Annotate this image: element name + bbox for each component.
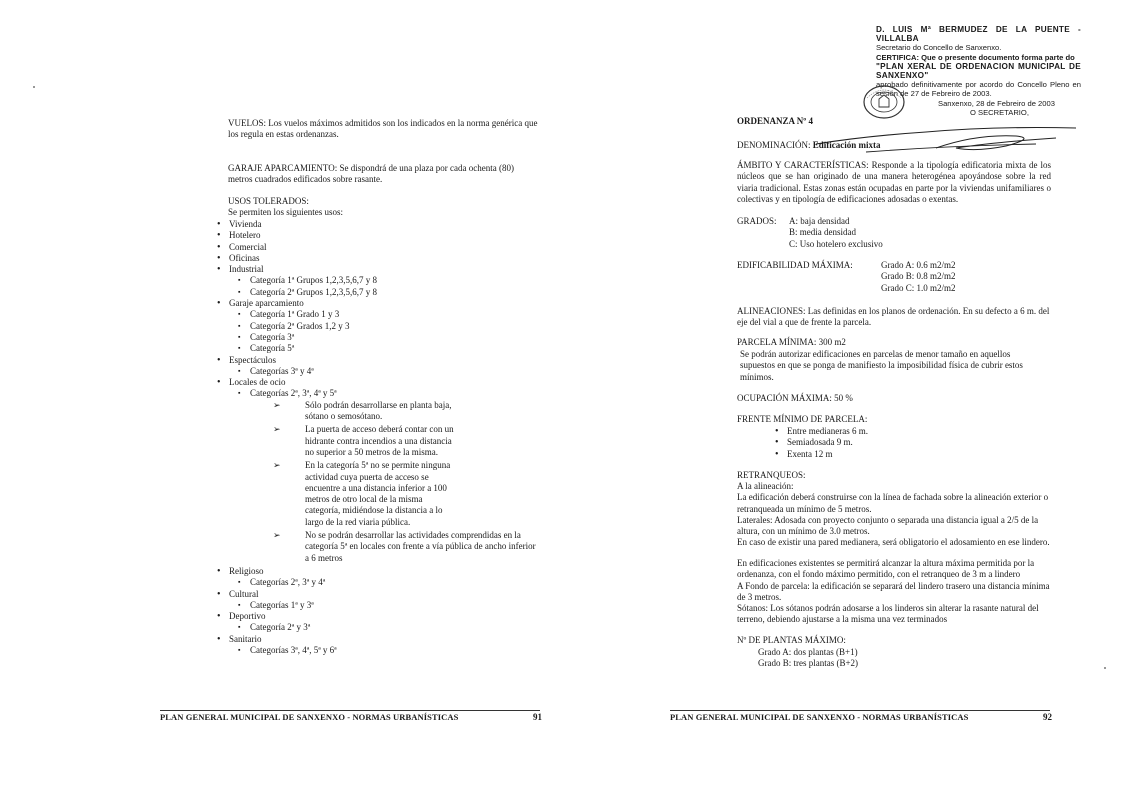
- list-item: • Oficinas: [217, 253, 547, 264]
- list-subitem: ▪ Categorías 2ª, 3ª, 4ª y 5ª: [217, 388, 547, 399]
- page-number: 92: [1043, 712, 1052, 722]
- usos-title: USOS TOLERADOS:: [228, 196, 309, 206]
- page-number: 91: [533, 712, 542, 722]
- list-item: • Deportivo: [217, 611, 547, 622]
- ambito-paragraph: ÁMBITO Y CARACTERÍSTICAS: Responde a la tipología edificatoria mixta de los núcleos que se han originado de una manera heterogénea apoyándose sobre la red viaria tradicional. Estas zonas están ocupadas en parte por la viviendas unifamiliares o colectivas y en tipología de edificaciones adosadas o exentas.: [737, 160, 1051, 204]
- list-item: • Locales de ocio: [217, 377, 547, 388]
- grado-item: C: Uso hotelero exclusivo: [789, 238, 883, 249]
- certification-signer: O SECRETARIO,: [970, 107, 1029, 117]
- existentes-block: [737, 558, 1051, 626]
- list-subitem: ▪ Categorías 1ª y 3ª: [217, 600, 547, 611]
- list-item: • Cultural: [217, 589, 547, 600]
- planta-item: Grado B: tres plantas (B+2): [758, 658, 859, 669]
- list-item: • Industrial: [217, 264, 547, 275]
- list-item: • Garaje aparcamiento: [217, 298, 547, 309]
- denominacion-label: DENOMINACIÓN:: [737, 140, 811, 150]
- usos-section: [228, 196, 548, 219]
- parcela-paragraph: Se podrán autorizar edificaciones en parcelas de menor tamaño en aquellos supuestos en que se ponga de manifiesto la imposibilidad física de cubrir estos mínimos.: [740, 349, 1023, 382]
- grado-item: A: baja densidad: [789, 216, 850, 226]
- list-item: • Vivienda: [217, 219, 547, 230]
- arrow-item: ➢ Sólo podrán desarrollarse en planta baja, sótano o semosótano.: [217, 400, 455, 423]
- denominacion: [737, 140, 881, 151]
- arrow-item: ➢ No se podrán desarrollar las actividades comprendidas en la categoría 5ª en locales con frente a vía pública de ancho inferior a 6 metros: [217, 530, 541, 564]
- certification-text: CERTIFICA: Que o presente documento forma parte do: [876, 52, 1075, 62]
- list-item: • Semiadosada 9 m.: [737, 437, 937, 448]
- list-subitem: ▪ Categoría 1ª Grado 1 y 3: [217, 309, 547, 320]
- list-subitem: ▪ Categoría 5ª: [217, 343, 547, 354]
- grados-label: GRADOS:: [737, 216, 777, 226]
- edificabilidad-item: Grado C: 1.0 m2/m2: [881, 282, 956, 293]
- certification-approval: aprobado definitivamente por acordo do Concello Pleno en sesión de 27 de Febreiro de 2003.: [876, 80, 1081, 99]
- right-page: [566, 0, 1131, 800]
- plantas-title: Nº DE PLANTAS MÁXIMO:: [737, 635, 846, 645]
- page-footer: PLAN GENERAL MUNICIPAL DE SANXENXO - NORMAS URBANÍSTICAS: [670, 712, 969, 722]
- certification-date: Sanxenxo, 28 de Febreiro de 2003: [938, 98, 1055, 108]
- list-subitem: ▪ Categorías 3ª, 4ª, 5ª y 6ª: [217, 645, 547, 656]
- scan-speck: [1104, 667, 1106, 669]
- retranqueos-title: RETRANQUEOS:: [737, 470, 806, 480]
- footer-rule: [670, 710, 1050, 711]
- plantas-list: [758, 647, 858, 670]
- page-footer: PLAN GENERAL MUNICIPAL DE SANXENXO - NORMAS URBANÍSTICAS: [160, 712, 459, 722]
- list-item: • Hotelero: [217, 230, 547, 241]
- list-subitem: ▪ Categoría 2ª Grados 1,2 y 3: [217, 321, 547, 332]
- list-subitem: ▪ Categorías 3ª y 4ª: [217, 366, 547, 377]
- certifier-role: Secretario do Concello de Sanxenxo.: [876, 43, 1002, 53]
- retranqueo-line: Laterales: Adosada con proyecto conjunto o separada una distancia igual a 2/5 de la altura, con un mínimo de 3.0 metros.: [737, 514, 1039, 537]
- edificabilidad-item: Grado A: 0.6 m2/m2: [881, 260, 956, 270]
- ocupacion: OCUPACIÓN MÁXIMA: 50 %: [737, 393, 853, 403]
- retranqueos-block: [737, 481, 1051, 549]
- existentes-line: Sótanos: Los sótanos podrán adosarse a los linderos sin alterar la rasante natural del terreno, debiendo ajustarse a la misma una vez terminados: [737, 603, 1039, 625]
- list-subitem: ▪ Categoría 3ª: [217, 332, 547, 343]
- certifier-name: D. LUIS Mª BERMUDEZ DE LA PUENTE - VILLALBA: [876, 25, 1081, 44]
- ordenanza-title: ORDENANZA Nº 4: [737, 116, 813, 126]
- existentes-line: En edificaciones existentes se permitirá alcanzar la altura máxima permitida por la ordenanza, con el fondo máximo permitido, con el retranqueo de 3 m a lindero: [737, 558, 1035, 580]
- garaje-paragraph: GARAJE APARCAMIENTO: Se dispondrá de una plaza por cada ochenta (80) metros cuadrados edificados sobre rasante.: [228, 163, 514, 185]
- list-item: • Entre medianeras 6 m.: [737, 426, 937, 437]
- list-subitem: ▪ Categoría 2ª y 3ª: [217, 622, 547, 633]
- retranqueo-line: La edificación deberá construirse con la línea de fachada sobre la alineación exterior o retranqueada un mínimo de 5 metros.: [737, 492, 1049, 514]
- list-item: • Religioso: [217, 566, 547, 577]
- scan-speck: [33, 86, 35, 88]
- list-item: • Sanitario: [217, 634, 547, 645]
- list-subitem: ▪ Categoría 2ª Grupos 1,2,3,5,6,7 y 8: [217, 287, 547, 298]
- usos-intro: Se permiten los siguientes usos:: [228, 207, 343, 218]
- grados-list: [789, 216, 883, 250]
- parcela-title: PARCELA MÍNIMA: 300 m2: [737, 337, 846, 347]
- denominacion-value: Edificación mixta: [812, 140, 881, 150]
- planta-item: Grado A: dos plantas (B+1): [758, 647, 858, 657]
- frente-title: FRENTE MÍNIMO DE PARCELA:: [737, 414, 868, 424]
- retranqueo-line: En caso de existir una pared medianera, será obligatorio el adosamiento en ese lindero.: [737, 537, 1050, 548]
- list-item: • Comercial: [217, 242, 547, 253]
- list-item: • Exenta 12 m: [737, 449, 937, 460]
- existentes-line: A Fondo de parcela: la edificación se separará del lindero trasero una distancia mínima de 3 metros.: [737, 580, 1050, 602]
- grado-item: B: media densidad: [789, 227, 856, 238]
- arrow-item: ➢ En la categoría 5ª no se permite ninguna actividad cuya puerta de acceso se encuentre a una distancia inferior a 100 metros de otro local de la misma categoría, midiéndose la distancia a lo largo de la red viaria pública.: [217, 460, 455, 528]
- alineaciones-paragraph: ALINEACIONES: Las definidas en los planos de ordenación. En su defecto a 6 m. del eje del vial a que de frente la parcela.: [737, 306, 1050, 328]
- edificabilidad-label: EDIFICABILIDAD MÁXIMA:: [737, 260, 853, 270]
- left-page: [0, 0, 560, 800]
- frente-list: [737, 426, 937, 460]
- list-item: • Espectáculos: [217, 355, 547, 366]
- vuelos-paragraph: VUELOS: Los vuelos máximos admitidos son los indicados en la norma genérica que los regula en estas ordenanzas.: [228, 118, 538, 140]
- edificabilidad-list: [881, 260, 956, 294]
- uses-list: [217, 219, 547, 656]
- retranqueo-line: A la alineación:: [737, 481, 794, 491]
- footer-rule: [160, 710, 540, 711]
- arrow-item: ➢ La puerta de acceso deberá contar con un hidrante contra incendios a una distancia no superior a 50 metros de la misma.: [217, 424, 455, 458]
- list-subitem: ▪ Categorías 2ª, 3ª y 4ª: [217, 577, 547, 588]
- list-subitem: ▪ Categoría 1ª Grupos 1,2,3,5,6,7 y 8: [217, 275, 547, 286]
- edificabilidad-item: Grado B: 0.8 m2/m2: [881, 271, 956, 282]
- plan-name: "PLAN XERAL DE ORDENACION MUNICIPAL DE SANXENXO": [876, 61, 1081, 81]
